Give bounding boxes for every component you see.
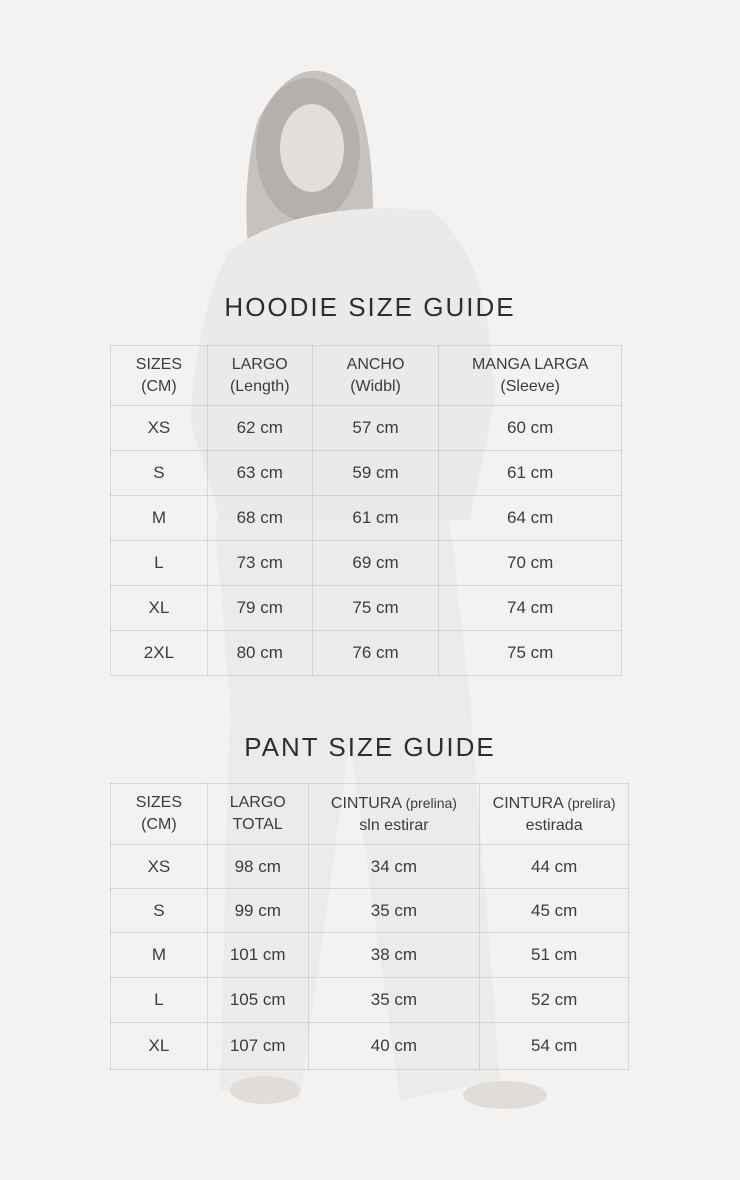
- sleeve-cell: 70 cm: [439, 541, 622, 586]
- sleeve-cell: 75 cm: [439, 631, 622, 676]
- column-header-length: LARGO (Length): [207, 346, 312, 406]
- length-cell: 99 cm: [207, 889, 308, 933]
- table-row: [111, 451, 622, 496]
- table-row: [111, 845, 629, 889]
- column-header-waist-stretched: CINTURA (prelira) estirada: [480, 784, 629, 845]
- waist-stretched-cell: 45 cm: [480, 889, 629, 933]
- length-cell: 105 cm: [207, 978, 308, 1023]
- size-cell: L: [111, 541, 208, 586]
- waist-unstretched-cell: 35 cm: [308, 889, 480, 933]
- waist-stretched-cell: 51 cm: [480, 933, 629, 978]
- sleeve-cell: 74 cm: [439, 586, 622, 631]
- table-row: [111, 978, 629, 1023]
- length-cell: 79 cm: [207, 586, 312, 631]
- size-cell: M: [111, 933, 208, 978]
- hoodie-size-table: [110, 345, 622, 676]
- size-cell: XL: [111, 1023, 208, 1070]
- sleeve-cell: 64 cm: [439, 496, 622, 541]
- waist-unstretched-cell: 35 cm: [308, 978, 480, 1023]
- hoodie-size-guide-title: HOODIE SIZE GUIDE: [224, 292, 516, 322]
- column-header-width: ANCHO (Widbl): [312, 346, 439, 406]
- length-cell: 80 cm: [207, 631, 312, 676]
- waist-stretched-cell: 44 cm: [480, 845, 629, 889]
- length-cell: 107 cm: [207, 1023, 308, 1070]
- width-cell: 75 cm: [312, 586, 439, 631]
- pant-size-guide-title: PANT SIZE GUIDE: [244, 732, 496, 762]
- size-cell: XS: [111, 845, 208, 889]
- size-cell: 2XL: [111, 631, 208, 676]
- waist-unstretched-cell: 38 cm: [308, 933, 480, 978]
- width-cell: 76 cm: [312, 631, 439, 676]
- table-row: [111, 541, 622, 586]
- table-row: [111, 889, 629, 933]
- column-header-sleeve: MANGA LARGA (Sleeve): [439, 346, 622, 406]
- length-cell: 101 cm: [207, 933, 308, 978]
- table-row: [111, 586, 622, 631]
- size-cell: S: [111, 889, 208, 933]
- waist-stretched-cell: 52 cm: [480, 978, 629, 1023]
- width-cell: 61 cm: [312, 496, 439, 541]
- table-row: [111, 1023, 629, 1070]
- length-cell: 63 cm: [207, 451, 312, 496]
- table-row: [111, 631, 622, 676]
- table-row: [111, 496, 622, 541]
- width-cell: 69 cm: [312, 541, 439, 586]
- size-cell: XS: [111, 406, 208, 451]
- size-cell: XL: [111, 586, 208, 631]
- waist-stretched-cell: 54 cm: [480, 1023, 629, 1070]
- width-cell: 59 cm: [312, 451, 439, 496]
- column-header-waist-unstretched: CINTURA (prelina) sln estirar: [308, 784, 480, 845]
- sleeve-cell: 60 cm: [439, 406, 622, 451]
- length-cell: 68 cm: [207, 496, 312, 541]
- size-cell: S: [111, 451, 208, 496]
- width-cell: 57 cm: [312, 406, 439, 451]
- size-cell: L: [111, 978, 208, 1023]
- table-row: [111, 933, 629, 978]
- length-cell: 98 cm: [207, 845, 308, 889]
- waist-unstretched-cell: 40 cm: [308, 1023, 480, 1070]
- table-header-row: [111, 346, 622, 406]
- length-cell: 62 cm: [207, 406, 312, 451]
- column-header-total-length: LARGO TOTAL: [207, 784, 308, 845]
- length-cell: 73 cm: [207, 541, 312, 586]
- waist-unstretched-cell: 34 cm: [308, 845, 480, 889]
- column-header-sizes: SIZES (CM): [111, 784, 208, 845]
- size-cell: M: [111, 496, 208, 541]
- table-header-row: [111, 784, 629, 845]
- table-row: [111, 406, 622, 451]
- column-header-sizes: SIZES (CM): [111, 346, 208, 406]
- pant-size-table: [110, 783, 629, 1070]
- sleeve-cell: 61 cm: [439, 451, 622, 496]
